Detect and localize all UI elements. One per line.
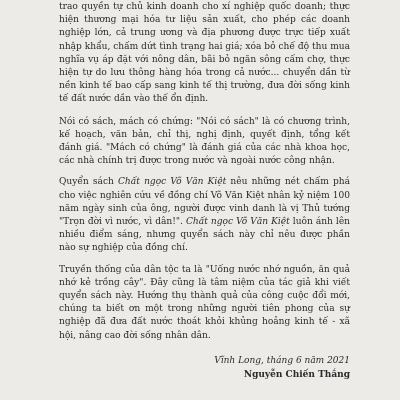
place-date: Vĩnh Long, tháng 6 năm 2021 (214, 355, 350, 366)
paragraph-3 (59, 176, 350, 255)
book-title: Chất ngọc Võ Văn Kiệt (118, 177, 227, 188)
book-title: Chất ngọc Võ Văn Kiệt (185, 217, 290, 228)
paragraph-4 (59, 264, 350, 343)
paragraph-1 (59, 1, 350, 107)
paragraph-text: Truyền thống của dân tộc ta là "Uống nước nhớ nguồn, ăn quả nhớ kẻ trồng cây". Đây cũng là tâm niệm của tác giả khi viết quyển sách này. Hướng thụ thành quả của công cuộc đổi mới, chúng ta biết ơn một trong những người tiên phong của sự nghiệp đã đưa đất nước thoát khỏi khủng hoảng kinh tế - xã hội, nâng cao đời sống nhân dân. (59, 264, 350, 341)
paragraph-text: trao quyền tự chủ kinh doanh cho xí nghiệp quốc doanh; thực hiện thương mại hóa tư liệu sản xuất, cho phép các doanh nghiệp lớn, cả trung ương và địa phương được trực tiếp xuất nhập khẩu, chấm dứt tình trạng hai giá; xóa bỏ chế độ thu mua nghĩa vụ áp đặt với nông dân, bãi bỏ ngăn sông cấm chợ, thực hiện tự do lưu thông hàng hóa trong cả nước... chuyển dần từ nền kinh tế bao cấp sang kinh tế thị trường, đưa đời sống kinh tế đất nước dần vào thế ổn định. (59, 2, 350, 105)
paragraph-text: Quyển sách (59, 177, 118, 188)
paragraph-2 (59, 116, 350, 169)
signature-block (59, 354, 350, 382)
paragraph-text: nêu những nét chấm phá cho việc nghiên cứu về đồng chí Võ Văn Kiệt nhân kỷ niệm 100 năm ngày sinh của ông, người được vinh danh là vị Thủ tướng "Trọn đời vì nước, vì dân!". (59, 177, 350, 228)
paragraph-text: Nói có sách, mách có chứng: "Nói có sách" là có chương trình, kế hoạch, văn bản, chỉ thị, nghị định, quyết định, tổng kết đánh giá. "Mách có chứng" là đánh giá của các nhà khoa học, các nhà chính trị được trong nước và ngoài nước công nhận. (59, 116, 350, 167)
paragraph-text: luôn ánh lên nhiều điểm sáng, nhưng quyển sách này chỉ nêu được phần nào sự nghiệp của đồng chí. (59, 217, 351, 254)
author-name: Nguyễn Chiến Thắng (243, 369, 350, 380)
